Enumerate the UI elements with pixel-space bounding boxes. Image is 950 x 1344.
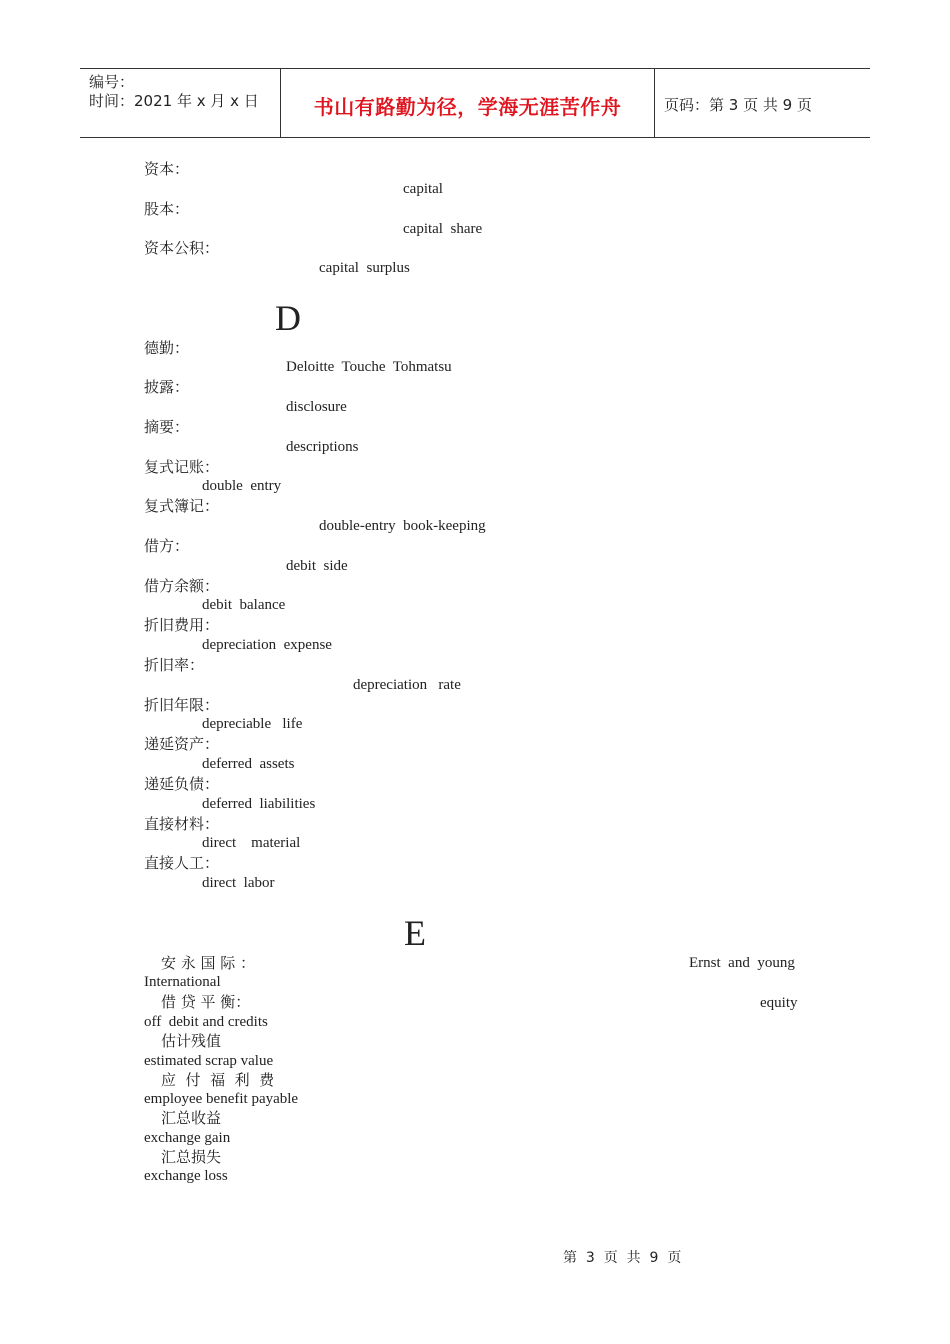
term-en: capital surplus xyxy=(319,260,410,276)
term-en: depreciation expense xyxy=(202,637,332,653)
term-en: exchange loss xyxy=(144,1168,228,1184)
term-zh: 汇总损失 xyxy=(161,1148,222,1166)
term-zh: 股本： xyxy=(144,200,190,218)
header-page-number: 页码：第 3 页 共 9 页 xyxy=(664,96,812,114)
section-letter-e: E xyxy=(404,913,426,953)
term-en: double-entry book-keeping xyxy=(319,518,486,534)
term-en: off debit and credits xyxy=(144,1014,268,1030)
page-header xyxy=(80,68,870,138)
term-zh: 汇总收益 xyxy=(161,1109,222,1127)
term-en: debit balance xyxy=(202,597,286,613)
term-zh: 直接材料： xyxy=(144,815,220,833)
term-en-right: Ernst and young xyxy=(689,955,795,971)
header-page-cell xyxy=(655,69,870,137)
term-en: double entry xyxy=(202,478,282,494)
term-zh: 复式记账： xyxy=(144,458,220,476)
term-en: descriptions xyxy=(286,439,359,455)
document-number: 编号： xyxy=(89,73,135,91)
term-en: capital xyxy=(403,181,443,197)
term-zh: 资本： xyxy=(144,160,190,178)
term-en: International xyxy=(144,974,221,990)
term-en: capital share xyxy=(403,221,483,237)
term-zh: 应 付 福 利 费 xyxy=(161,1071,275,1089)
term-en: employee benefit payable xyxy=(144,1091,299,1107)
term-en-right: equity xyxy=(760,995,798,1011)
term-en: estimated scrap value xyxy=(144,1053,274,1069)
term-zh: 借方余额： xyxy=(144,577,220,595)
term-zh: 资本公积： xyxy=(144,239,220,257)
document-date: 时间：2021 年 x 月 x 日 xyxy=(89,92,259,110)
term-en: depreciation rate xyxy=(353,677,461,693)
term-en: deferred assets xyxy=(202,756,295,772)
motto: 书山有路勤为径，学海无涯苦作舟 xyxy=(313,95,622,119)
term-zh: 复式簿记： xyxy=(144,497,220,515)
page-footer: 第 3 页 共 9 页 xyxy=(563,1250,682,1266)
header-motto-cell xyxy=(281,69,655,137)
term-zh: 递延资产： xyxy=(144,735,220,753)
term-en: debit side xyxy=(286,558,348,574)
term-zh: 借 贷 平 衡： xyxy=(161,993,251,1011)
term-zh: 直接人工： xyxy=(144,854,220,872)
header-meta xyxy=(80,69,281,137)
term-en: direct material xyxy=(202,835,301,851)
term-zh: 安 永 国 际 ： xyxy=(161,954,256,972)
term-zh: 摘要： xyxy=(144,418,190,436)
term-zh: 德勤： xyxy=(144,339,190,357)
term-zh: 折旧率： xyxy=(144,656,205,674)
term-en: deferred liabilities xyxy=(202,796,316,812)
term-zh: 折旧费用： xyxy=(144,616,220,634)
term-en: Deloitte Touche Tohmatsu xyxy=(286,359,452,375)
term-zh: 披露： xyxy=(144,378,190,396)
term-zh: 折旧年限： xyxy=(144,696,220,714)
term-zh: 借方： xyxy=(144,537,190,555)
term-en: disclosure xyxy=(286,399,347,415)
term-en: depreciable life xyxy=(202,716,303,732)
section-letter-d: D xyxy=(275,298,301,338)
term-zh: 估计残值 xyxy=(161,1032,222,1050)
term-en: direct labor xyxy=(202,875,275,891)
term-en: exchange gain xyxy=(144,1130,231,1146)
term-zh: 递延负债： xyxy=(144,775,220,793)
